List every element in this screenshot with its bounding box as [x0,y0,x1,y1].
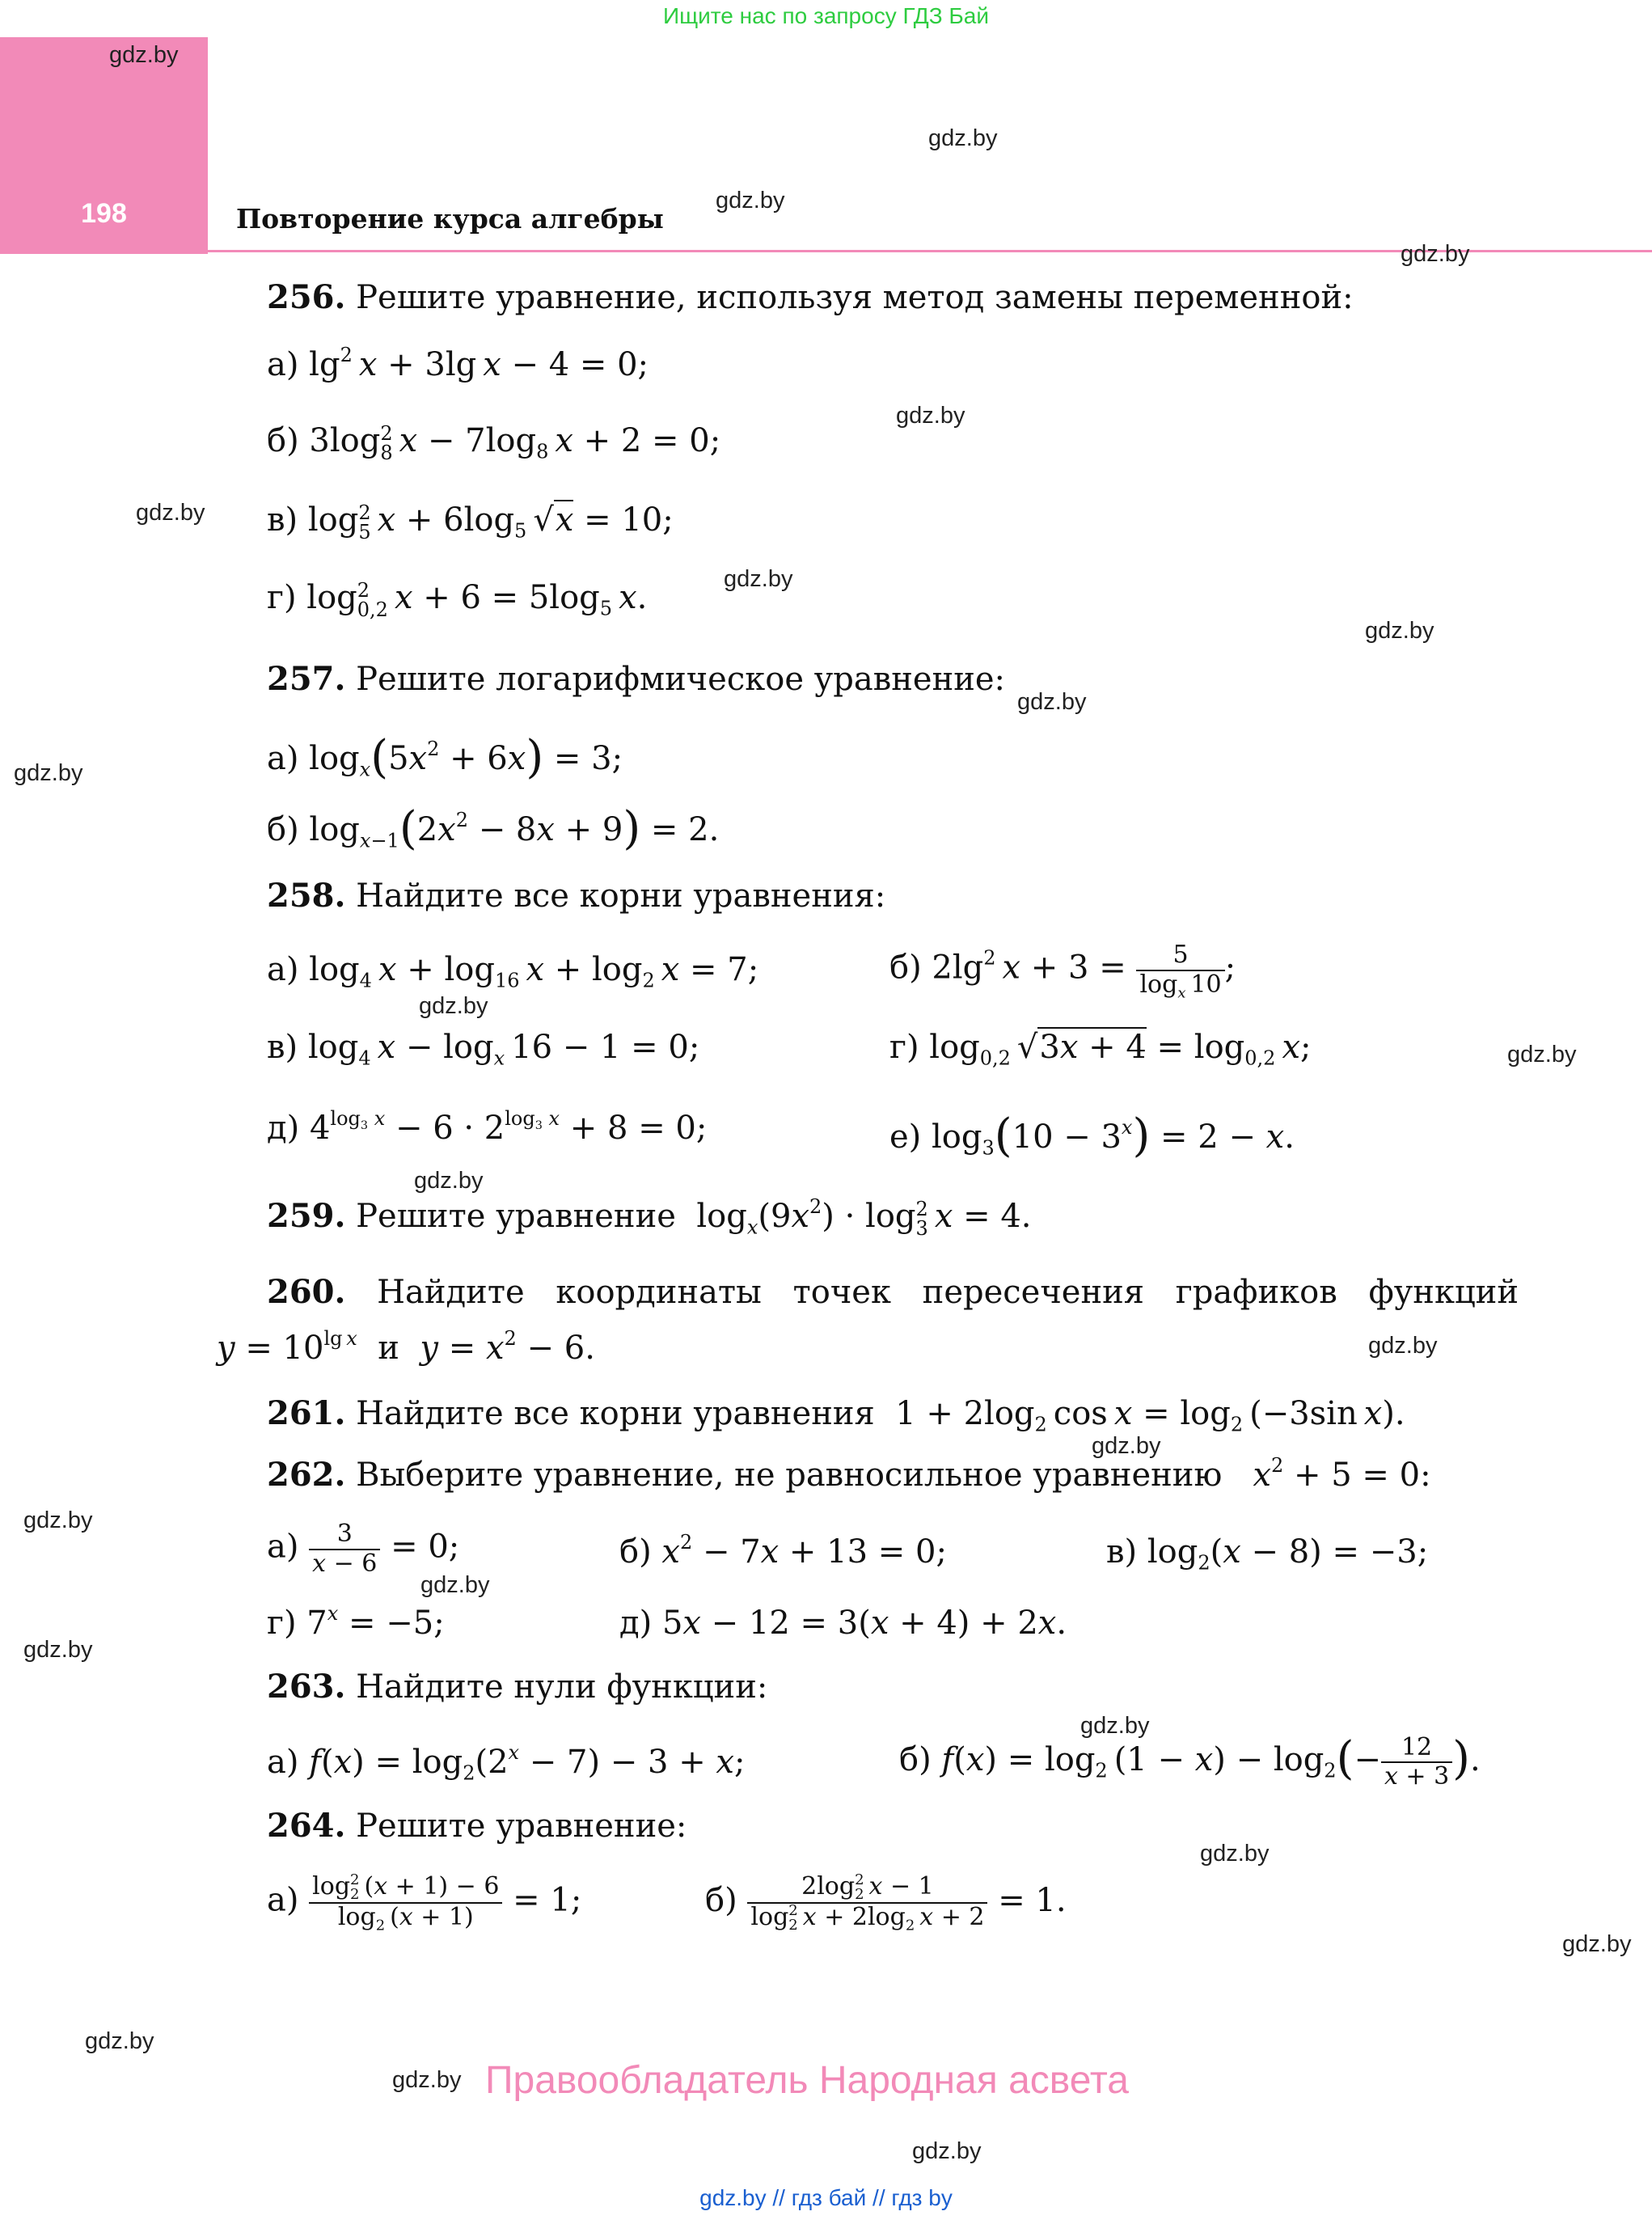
item-label: б) [267,811,299,848]
watermark: gdz.by [1365,618,1434,644]
problem-number: 259. [267,1197,346,1235]
watermark: gdz.by [420,1572,490,1598]
item-label: д) [267,1110,300,1147]
problem-text: Выберите уравнение, не равносильное уравнению [356,1457,1223,1494]
problem-number: 257. [267,660,346,698]
watermark: gdz.by [1200,1841,1270,1867]
problem-263-a: а) $f(x) = \log_2(2^x - 7) - 3 + x$; [267,1741,746,1785]
watermark: gdz.by [414,1168,484,1194]
item-label: д) [619,1605,653,1642]
problem-256-a: а) $\lg^2 x + 3\lg$ x − 4 = 0; [267,344,649,383]
item-label: б) [619,1533,652,1571]
watermark: gdz.by [14,760,83,786]
watermark: gdz.by [1080,1713,1150,1739]
item-label: б) [267,422,299,459]
item-label: а) [267,346,299,383]
problem-256-statement [267,278,1354,316]
problem-text: Найдите координаты точек пересечения графиков функций [377,1274,1519,1311]
problem-262-b: б) $x^2 - 7x + 13 = 0$; [619,1531,947,1571]
problem-262-g: г) $7^x = -5$; [267,1602,445,1642]
problem-text: Решите уравнение: [356,1808,687,1845]
problem-text: Найдите все корни уравнения [356,1395,875,1432]
item-label: в) [267,1029,298,1066]
problem-number: 262. [267,1456,346,1494]
problem-257-b: б) $\log_{x-1}(2x^2 - 8x + 9) = 2$. [267,802,720,855]
problem-262-a: а) $\frac{3}{x - 6}$ = 0; [267,1520,460,1578]
problem-number: 258. [267,877,346,915]
item-label: б) [899,1741,932,1778]
item-label: г) [889,1029,919,1066]
footer-links[interactable]: gdz.by // гдз бай // гдз by [699,2185,953,2210]
problem-258-v: в) $\log_4 x - \log_x 16 - 1 = 0$; [267,1029,700,1070]
problem-260-statement [267,1273,1519,1311]
watermark: gdz.by [1562,1931,1632,1957]
item-label: г) [267,579,297,616]
problem-264-statement [267,1807,687,1845]
item-label: а) [267,740,299,777]
item-label: е) [889,1118,922,1156]
problem-text: Найдите все корни уравнения: [356,877,886,915]
watermark: gdz.by [1092,1433,1161,1459]
page-title: Повторение курса алгебры [236,203,664,235]
item-label: а) [267,1744,299,1781]
problem-text: Решите уравнение, используя метод замены переменной: [356,279,1354,316]
problem-number: 263. [267,1668,346,1706]
problem-263-statement [267,1668,767,1706]
problem-263-b: б) $f(x) = \log_2 (1 - x) - \log_2(-$ $\frac{12}{x + 3}$ ). [899,1732,1481,1791]
item-label: а) [267,951,299,988]
problem-258-statement [267,877,885,915]
watermark: gdz.by [23,1507,93,1533]
problem-258-b: б) $2\lg^2$ x + 3 = $\frac{5}{\log_x 10}$ ; [889,941,1236,1001]
problem-number: 261. [267,1394,346,1432]
item-label: в) [267,501,298,539]
item-label: б) [889,949,922,987]
watermark: gdz.by [392,2067,462,2093]
watermark: gdz.by [419,993,488,1019]
watermark: gdz.by [1401,241,1470,267]
problem-260-functions: $y = 10^{lg x}$ и $y = x^2 - 6$. [217,1327,595,1367]
problem-257-statement [267,660,1005,698]
problem-258-e: е) $\log_3(10 - 3^x) = 2 - x$. [889,1110,1295,1162]
watermark: gdz.by [724,566,793,592]
copyright-notice: Правообладатель Народная асвета [485,2059,1129,2102]
item-label: г) [267,1605,297,1642]
problem-259-statement: 259. Решите уравнение $\log_x(9x^2) \cdot \log$ 2 3 x = 4. [267,1195,1032,1240]
problem-text: Решите уравнение [356,1198,676,1235]
problem-258-a: а) $\log_4 x + \log_{16} x + \log_2 x = 7$; [267,951,759,992]
problem-262-d: д) 5x − 12 = 3(x + 4) + 2x. [619,1605,1067,1642]
conjunction: и [378,1330,399,1367]
watermark: gdz.by [136,500,205,526]
problem-number: 260. [267,1273,346,1311]
problem-256-b: б) 3log 2 8 $x - 7\log_8$ x + 2 = 0; [267,422,721,464]
problem-256-g: г) log 2 0,2 $x + 6 = 5\log_5$ x. [267,579,648,621]
problem-number: 264. [267,1807,346,1845]
item-label: а) [267,1528,299,1566]
problem-264-a: а) log 2 2 (x + 1) − 6 $\log_2 (x + 1)$ = 1; [267,1871,582,1934]
problem-258-d: д) $4^{log_3 x} - 6 \cdot 2^{log_3 x} + 8 = 0$; [267,1107,708,1147]
watermark: gdz.by [109,42,179,68]
problem-text: Найдите нули функции: [356,1668,768,1706]
top-note: Ищите нас по запросу ГДЗ Бай [662,3,990,28]
problem-number: 256. [267,278,346,316]
problem-256-v: в) log 2 5 $x + 6\log_5$ √x = 10; [267,501,674,543]
watermark: gdz.by [896,403,965,429]
item-label: в) [1106,1533,1138,1571]
item-label: а) [267,1881,299,1919]
watermark: gdz.by [716,188,785,214]
watermark: gdz.by [1507,1042,1577,1068]
watermark: gdz.by [1368,1333,1438,1359]
problem-258-g: г) $\log_{0,2} √3x + 4 = \log_{0,2} x$; [889,1029,1312,1070]
problem-264-b: б) 2log 2 2 x − 1 log 2 2 $x + 2\log_2$ x + 2 = 1. [705,1871,1067,1934]
watermark: gdz.by [1017,689,1087,715]
watermark: gdz.by [928,125,998,151]
problem-257-a: а) $\log_x(5x^2 + 6x) = 3$; [267,731,623,784]
problem-262-statement: 262. Выберите уравнение, не равносильное уравнению $x^2 + 5 = 0$: [267,1454,1431,1494]
watermark: gdz.by [85,2028,154,2054]
watermark: gdz.by [23,1637,93,1663]
problem-text: Решите логарифмическое уравнение: [356,661,1006,698]
problem-262-v: в) $\log_2(x - 8) = -3$; [1106,1533,1429,1575]
watermark: gdz.by [912,2138,982,2164]
problem-261-statement: 261. Найдите все корни уравнения $1 + 2\log_2$ $\cos x = \log_2 (-3\sin$ x). [267,1394,1405,1436]
item-label: б) [705,1882,737,1919]
page-number: 198 [81,198,127,229]
